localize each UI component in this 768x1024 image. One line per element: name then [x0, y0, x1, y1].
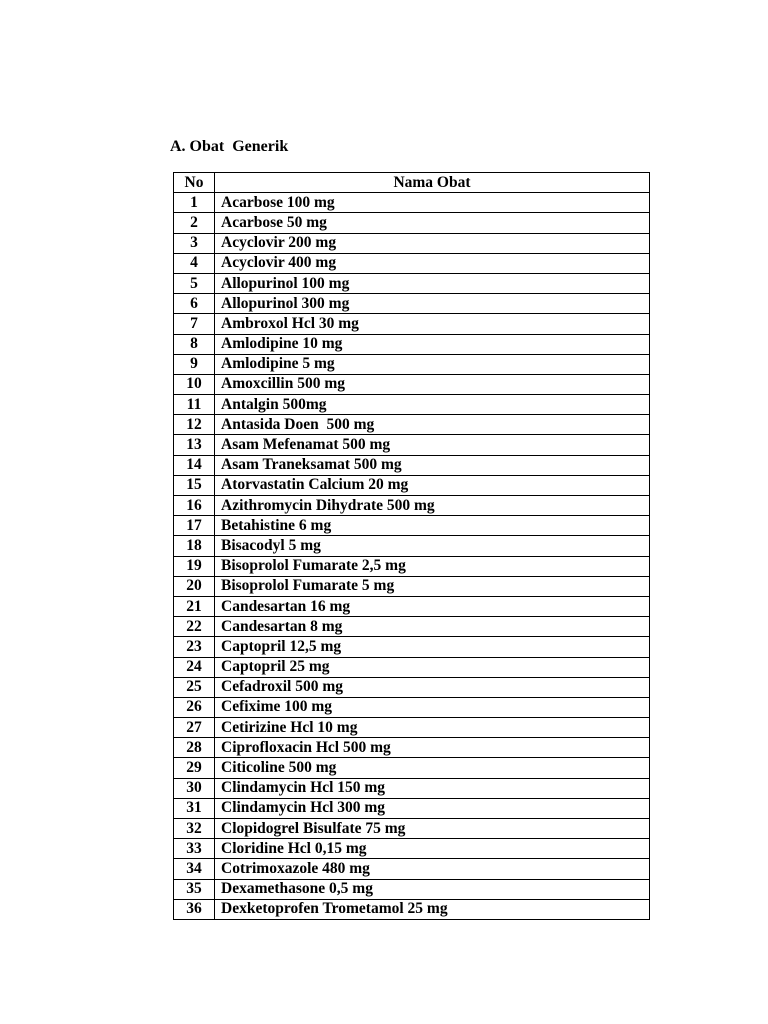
row-number: 30 [174, 778, 215, 798]
drug-name: Ambroxol Hcl 30 mg [215, 314, 650, 334]
drug-name: Captopril 12,5 mg [215, 637, 650, 657]
drug-name: Citicoline 500 mg [215, 758, 650, 778]
row-number: 14 [174, 455, 215, 475]
row-number: 4 [174, 253, 215, 273]
drug-name: Amoxcillin 500 mg [215, 374, 650, 394]
drug-name: Allopurinol 100 mg [215, 273, 650, 293]
section-title: A. Obat Generik [170, 138, 289, 155]
drug-name: Cefixime 100 mg [215, 697, 650, 717]
drug-name: Ciprofloxacin Hcl 500 mg [215, 738, 650, 758]
drug-name: Dexketoprofen Trometamol 25 mg [215, 899, 650, 919]
drug-name: Cetirizine Hcl 10 mg [215, 718, 650, 738]
drug-name: Clindamycin Hcl 300 mg [215, 798, 650, 818]
row-number: 28 [174, 738, 215, 758]
table-row [174, 354, 650, 374]
table-row [174, 879, 650, 899]
row-number: 34 [174, 859, 215, 879]
table-row [174, 496, 650, 516]
table-header-row [174, 173, 650, 193]
row-number: 9 [174, 354, 215, 374]
row-number: 22 [174, 617, 215, 637]
drug-name: Betahistine 6 mg [215, 516, 650, 536]
drug-name: Candesartan 16 mg [215, 596, 650, 616]
drug-name: Cefadroxil 500 mg [215, 677, 650, 697]
drug-name: Dexamethasone 0,5 mg [215, 879, 650, 899]
row-number: 24 [174, 657, 215, 677]
row-number: 26 [174, 697, 215, 717]
table-row [174, 738, 650, 758]
row-number: 5 [174, 273, 215, 293]
drug-name: Amlodipine 10 mg [215, 334, 650, 354]
drug-name: Antasida Doen 500 mg [215, 415, 650, 435]
table-row [174, 556, 650, 576]
table-row [174, 475, 650, 495]
drug-table [173, 172, 650, 920]
row-number: 18 [174, 536, 215, 556]
row-number: 31 [174, 798, 215, 818]
table-row [174, 819, 650, 839]
table-row [174, 273, 650, 293]
row-number: 10 [174, 374, 215, 394]
drug-name: Amlodipine 5 mg [215, 354, 650, 374]
row-number: 25 [174, 677, 215, 697]
row-number: 12 [174, 415, 215, 435]
drug-name: Acarbose 50 mg [215, 213, 650, 233]
drug-name: Cotrimoxazole 480 mg [215, 859, 650, 879]
drug-name: Bisoprolol Fumarate 5 mg [215, 576, 650, 596]
table-row [174, 455, 650, 475]
table-row [174, 778, 650, 798]
drug-name: Candesartan 8 mg [215, 617, 650, 637]
table-row [174, 213, 650, 233]
row-number: 32 [174, 819, 215, 839]
table-row [174, 233, 650, 253]
row-number: 13 [174, 435, 215, 455]
table-row [174, 899, 650, 919]
row-number: 2 [174, 213, 215, 233]
row-number: 33 [174, 839, 215, 859]
table-row [174, 395, 650, 415]
drug-name: Clindamycin Hcl 150 mg [215, 778, 650, 798]
table-row [174, 637, 650, 657]
drug-name: Azithromycin Dihydrate 500 mg [215, 496, 650, 516]
header-no: No [174, 173, 215, 193]
table-row [174, 294, 650, 314]
drug-name: Acyclovir 200 mg [215, 233, 650, 253]
table-row [174, 677, 650, 697]
row-number: 35 [174, 879, 215, 899]
row-number: 16 [174, 496, 215, 516]
row-number: 1 [174, 193, 215, 213]
table-row [174, 697, 650, 717]
drug-name: Captopril 25 mg [215, 657, 650, 677]
drug-name: Bisoprolol Fumarate 2,5 mg [215, 556, 650, 576]
table-row [174, 435, 650, 455]
table-row [174, 374, 650, 394]
drug-name: Acarbose 100 mg [215, 193, 650, 213]
table-row [174, 617, 650, 637]
row-number: 6 [174, 294, 215, 314]
drug-name: Allopurinol 300 mg [215, 294, 650, 314]
row-number: 3 [174, 233, 215, 253]
table-row [174, 576, 650, 596]
drug-name: Antalgin 500mg [215, 395, 650, 415]
row-number: 19 [174, 556, 215, 576]
drug-name: Bisacodyl 5 mg [215, 536, 650, 556]
drug-name: Acyclovir 400 mg [215, 253, 650, 273]
row-number: 20 [174, 576, 215, 596]
row-number: 36 [174, 899, 215, 919]
drug-name: Clopidogrel Bisulfate 75 mg [215, 819, 650, 839]
table-row [174, 798, 650, 818]
table-row [174, 859, 650, 879]
row-number: 15 [174, 475, 215, 495]
table-row [174, 839, 650, 859]
table-row [174, 536, 650, 556]
drug-name: Cloridine Hcl 0,15 mg [215, 839, 650, 859]
table-row [174, 334, 650, 354]
table-row [174, 253, 650, 273]
row-number: 11 [174, 395, 215, 415]
row-number: 29 [174, 758, 215, 778]
table-row [174, 415, 650, 435]
table-row [174, 758, 650, 778]
drug-name: Atorvastatin Calcium 20 mg [215, 475, 650, 495]
row-number: 21 [174, 596, 215, 616]
table-body [174, 193, 650, 920]
row-number: 23 [174, 637, 215, 657]
row-number: 17 [174, 516, 215, 536]
drug-name: Asam Mefenamat 500 mg [215, 435, 650, 455]
table-row [174, 657, 650, 677]
drug-name: Asam Traneksamat 500 mg [215, 455, 650, 475]
table-row [174, 596, 650, 616]
header-name: Nama Obat [215, 173, 650, 193]
table-row [174, 193, 650, 213]
row-number: 27 [174, 718, 215, 738]
row-number: 8 [174, 334, 215, 354]
table-row [174, 718, 650, 738]
table-row [174, 516, 650, 536]
table-row [174, 314, 650, 334]
row-number: 7 [174, 314, 215, 334]
